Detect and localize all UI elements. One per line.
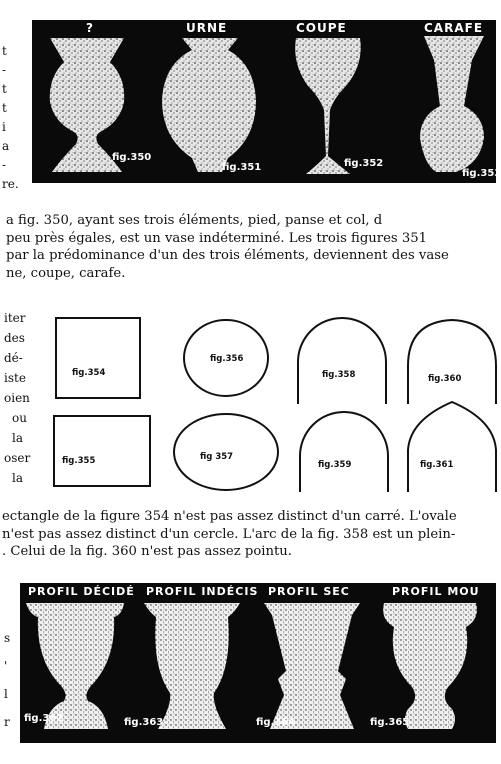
margin-fragment: t — [2, 44, 7, 58]
shape-label-360: fig.360 — [428, 374, 462, 384]
text-line: . Celui de la fig. 360 n'est pas assez pointu. — [2, 544, 292, 559]
margin-fragment: r — [4, 715, 10, 729]
fig-label-365: fig.365 — [370, 717, 410, 728]
margin-fragment: des — [4, 331, 25, 345]
square-354 — [56, 318, 140, 398]
text-line: ectangle de la figure 354 n'est pas assez distinct d'un carré. L'ovale — [2, 509, 457, 524]
margin-fragment: la — [12, 471, 23, 485]
text-line: ne, coupe, carafe. — [6, 265, 126, 281]
arch-358 — [298, 318, 386, 404]
vase-label-350: ? — [86, 21, 94, 35]
vase-352-shape — [295, 38, 361, 174]
fig-label-363: fig.363 — [124, 717, 164, 728]
text-line: peu près égales, est un vase indéterminé. Les trois figures 351 — [6, 230, 428, 246]
vase-353-shape — [420, 36, 484, 172]
text-line: n'est pas assez distinct d'un cercle. L'arc de la fig. 358 est un plein- — [2, 526, 456, 542]
margin-fragment: iste — [4, 371, 26, 385]
vase-362-shape — [26, 603, 124, 729]
top-margin-text — [2, 42, 19, 194]
profile-label-362: PROFIL DÉCIDÉ — [28, 585, 135, 598]
vase-label-351: URNE — [186, 21, 228, 35]
margin-fragment: t — [2, 82, 7, 96]
shape-label-361: fig.361 — [420, 460, 454, 470]
paragraph-shape-distinction — [2, 508, 500, 561]
margin-fragment: - — [2, 63, 7, 77]
paragraph-vase-elements — [6, 212, 500, 282]
margin-fragment: iter — [4, 311, 26, 325]
margin-fragment: dé- — [4, 351, 23, 365]
shape-label-356: fig.356 — [210, 354, 244, 364]
vase-label-352: COUPE — [296, 21, 347, 35]
shape-label-357: fig 357 — [200, 452, 234, 462]
top-vase-illustrations — [32, 20, 496, 183]
margin-fragment: re. — [2, 177, 19, 191]
margin-fragment: ' — [4, 659, 8, 673]
shape-label-358: fig.358 — [322, 370, 356, 380]
arch-360 — [408, 320, 496, 404]
bottom-margin-text — [4, 624, 10, 736]
margin-fragment: - — [2, 158, 7, 172]
text-line: par la prédominance d'un des trois éléments, deviennent des vase — [6, 248, 449, 263]
fig-label-351: fig.351 — [222, 162, 262, 173]
margin-fragment: oien — [4, 391, 30, 405]
text-line: a fig. 350, ayant ses trois éléments, pied, panse et col, d — [6, 213, 383, 228]
margin-fragment: ou — [12, 411, 27, 425]
margin-fragment: l — [4, 687, 8, 701]
shape-label-359: fig.359 — [318, 460, 352, 470]
margin-fragment: t — [2, 101, 7, 115]
fig-label-364: fig.364 — [256, 717, 296, 728]
middle-margin-text — [4, 308, 30, 488]
arch-359 — [300, 412, 388, 492]
fig-label-352: fig.352 — [344, 158, 384, 169]
rectangle-355 — [54, 416, 150, 486]
vase-label-353: CARAFE — [424, 21, 484, 35]
fig-label-353: fig.353 — [462, 168, 501, 179]
bottom-profile-panel — [20, 583, 496, 743]
margin-fragment: oser — [4, 451, 31, 465]
margin-fragment: i — [2, 120, 6, 134]
margin-fragment: a — [2, 139, 10, 153]
fig-label-350: fig.350 — [112, 152, 152, 163]
profile-label-363: PROFIL INDÉCIS — [146, 585, 259, 598]
vase-364-shape — [264, 603, 360, 729]
profile-label-364: PROFIL SEC — [268, 585, 350, 598]
vase-365-shape — [383, 603, 477, 729]
shape-label-354: fig.354 — [72, 368, 106, 378]
margin-fragment: la — [12, 431, 23, 445]
arch-361 — [408, 402, 496, 492]
vase-363-shape — [144, 603, 240, 729]
profile-label-365: PROFIL MOU — [392, 585, 480, 598]
shape-label-355: fig.355 — [62, 456, 96, 466]
margin-fragment: s — [4, 631, 11, 645]
vase-351-shape — [162, 38, 256, 172]
top-vase-panel — [32, 20, 501, 183]
fig-label-362: fig.362 — [24, 713, 64, 724]
